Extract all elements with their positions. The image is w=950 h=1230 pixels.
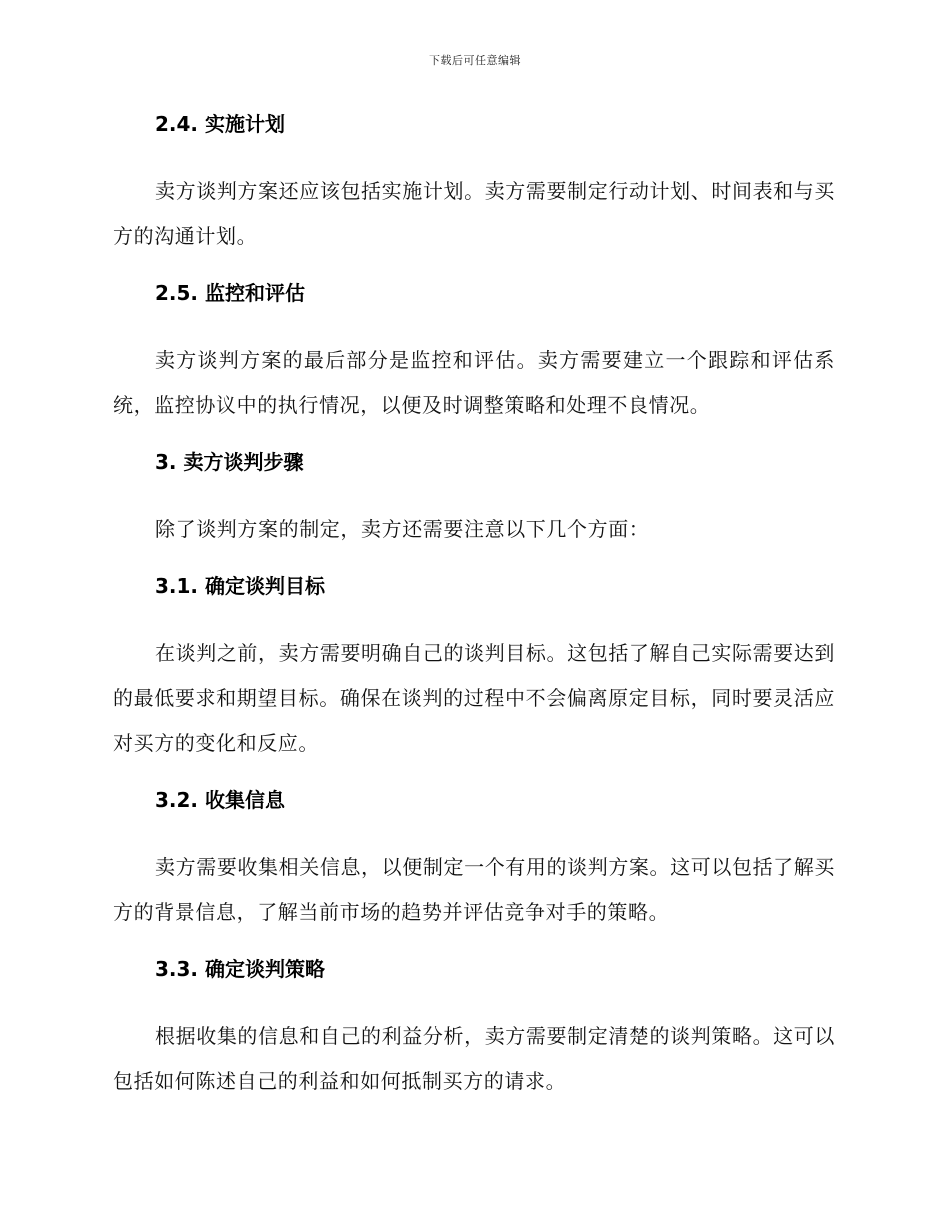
section-paragraph-3-3: 根据收集的信息和自己的利益分析，卖方需要制定清楚的谈判策略。这可以包括如何陈述自己的利益和如何抵制买方的请求。 xyxy=(113,1024,835,1093)
section-heading-3-3: 3.3. 确定谈判策略 xyxy=(155,957,325,981)
section-heading-3: 3. 卖方谈判步骤 xyxy=(155,450,304,474)
section-paragraph-3: 除了谈判方案的制定，卖方还需要注意以下几个方面： xyxy=(155,517,650,541)
document-body xyxy=(113,110,835,1104)
section-paragraph-3-2: 卖方需要收集相关信息，以便制定一个有用的谈判方案。这可以包括了解买方的背景信息，了解当前市场的趋势并评估竞争对手的策略。 xyxy=(113,855,835,924)
section-heading-2-5: 2.5. 监控和评估 xyxy=(155,281,305,305)
section-paragraph-2-4: 卖方谈判方案还应该包括实施计划。卖方需要制定行动计划、时间表和与买方的沟通计划。 xyxy=(113,179,835,248)
section-paragraph-3-1: 在谈判之前，卖方需要明确自己的谈判目标。这包括了解自己实际需要达到的最低要求和期望目标。确保在谈判的过程中不会偏离原定目标，同时要灵活应对买方的变化和反应。 xyxy=(113,641,835,755)
page-header: 下载后可任意编辑 xyxy=(429,54,521,67)
section-paragraph-2-5: 卖方谈判方案的最后部分是监控和评估。卖方需要建立一个跟踪和评估系统，监控协议中的执行情况，以便及时调整策略和处理不良情况。 xyxy=(113,348,835,417)
section-heading-2-4: 2.4. 实施计划 xyxy=(155,112,285,136)
section-heading-3-1: 3.1. 确定谈判目标 xyxy=(155,574,325,598)
section-heading-3-2: 3.2. 收集信息 xyxy=(155,788,285,812)
